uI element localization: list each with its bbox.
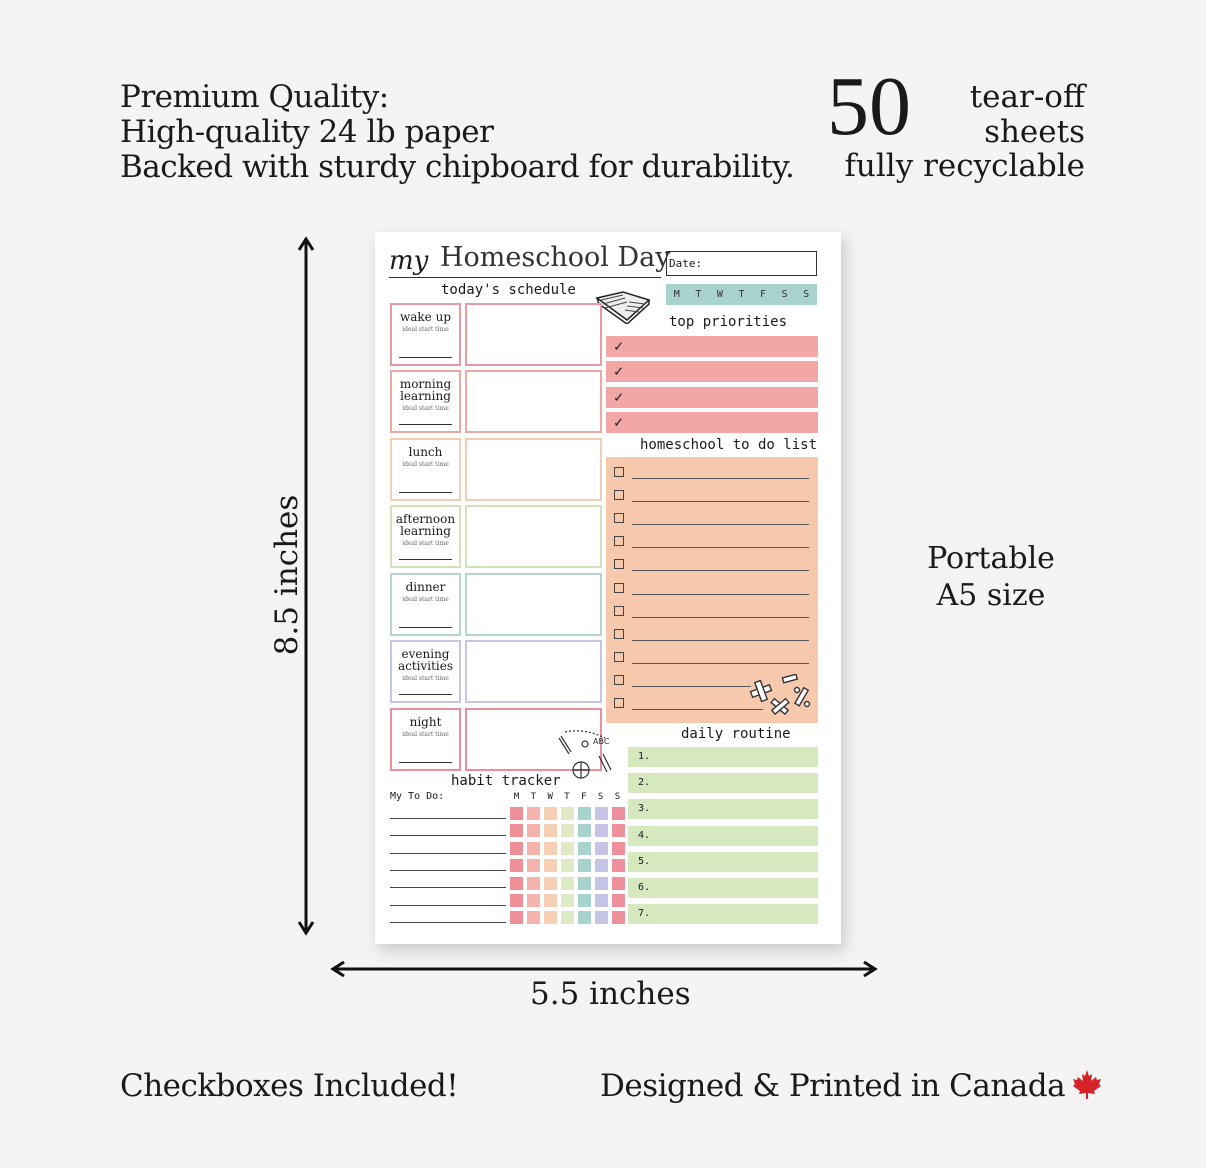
time-write-line (399, 559, 452, 560)
habit-cell (578, 911, 591, 924)
routine-row: 6. (628, 878, 818, 898)
priority-row: ✓ (606, 412, 818, 433)
schedule-slot-box (465, 438, 602, 501)
checkbox (614, 583, 624, 593)
habit-cell (612, 894, 625, 907)
checkbox (614, 652, 624, 662)
checkboxes-label: Checkboxes Included! (120, 1068, 459, 1104)
todo-line (632, 663, 809, 664)
habit-cell (612, 877, 625, 890)
habit-cell (561, 894, 574, 907)
routine-title: daily routine (681, 726, 791, 742)
my-todo-title: My To Do: (390, 791, 445, 802)
habit-day-label: T (564, 792, 570, 802)
habit-cell (527, 859, 540, 872)
habit-cell (561, 807, 574, 820)
slot-label-line-2: activities (397, 659, 454, 673)
todo-row (614, 604, 809, 618)
todo-list-title: homeschool to do list (640, 437, 818, 453)
habit-cell (612, 824, 625, 837)
date-field: Date: (666, 251, 817, 276)
habit-grid (510, 807, 625, 924)
schedule-slot-box (465, 640, 602, 703)
ideal-start-time-label: ideal start time (402, 731, 449, 738)
checkbox (614, 675, 624, 685)
canada-label (600, 1068, 1103, 1104)
week-day-label: T (695, 289, 702, 300)
habit-cell (510, 824, 523, 837)
todo-line (632, 686, 751, 687)
schedule-slot-label (390, 438, 461, 501)
slot-label-line-1: evening (401, 647, 450, 661)
todo-row (614, 627, 809, 641)
time-write-line (399, 492, 452, 493)
habit-cell (510, 842, 523, 855)
schedule-slot-label (390, 573, 461, 636)
habit-cell (595, 807, 608, 820)
sheet-label-line-2: sheets (984, 114, 1085, 150)
slot-label-line-2: learning (400, 524, 451, 538)
priority-row: ✓ (606, 361, 818, 382)
habit-day-label: S (614, 792, 621, 802)
routine-row: 5. (628, 852, 818, 872)
my-todo-line (390, 922, 506, 923)
habit-cell (595, 877, 608, 890)
habit-cell (544, 859, 557, 872)
habit-cell (578, 894, 591, 907)
slot-label-line-1: lunch (408, 445, 443, 459)
sheet-label-line-1: tear-off (969, 79, 1085, 115)
feature-line-3: Backed with sturdy chipboard for durability. (120, 149, 795, 185)
math-symbols-icon (747, 674, 817, 720)
habit-cell (578, 842, 591, 855)
habit-cell (578, 807, 591, 820)
checkbox (614, 559, 624, 569)
habit-cell (510, 877, 523, 890)
schedule-slot-label (390, 370, 461, 433)
schedule-slot-box (465, 573, 602, 636)
habit-cell (544, 911, 557, 924)
schedule-slot-box (465, 505, 602, 568)
routine-row: 3. (628, 799, 818, 819)
habit-cell (561, 842, 574, 855)
habit-cell (578, 877, 591, 890)
slot-label-line-1: morning (399, 377, 452, 391)
habit-cell (527, 824, 540, 837)
habit-cell (561, 859, 574, 872)
todo-row (614, 488, 809, 502)
checkbox (614, 536, 624, 546)
habit-cell (578, 824, 591, 837)
habit-cell (527, 894, 540, 907)
checkbox (614, 629, 624, 639)
habit-cell (595, 859, 608, 872)
feature-line-1: Premium Quality: (120, 79, 389, 115)
slot-label-line-1: dinner (405, 580, 446, 594)
ideal-start-time-label: ideal start time (402, 405, 449, 412)
week-day-label: S (803, 289, 810, 300)
habit-cell (544, 824, 557, 837)
planner-title-my: my (389, 246, 429, 276)
habit-day-label: F (581, 792, 587, 802)
habit-cell (561, 824, 574, 837)
schedule-slot-label (390, 505, 461, 568)
routine-row: 4. (628, 826, 818, 846)
sheets-info (825, 62, 1085, 192)
schedule-title: today's schedule (441, 282, 576, 298)
week-days-bar (666, 284, 817, 305)
title-underline (389, 277, 661, 278)
my-todo-line (390, 887, 506, 888)
todo-line (632, 501, 809, 502)
canada-text: Designed & Printed in Canada (600, 1068, 1066, 1104)
svg-text:ABC: ABC (593, 737, 610, 746)
slot-label-line-1: wake up (399, 310, 452, 324)
habit-day-label: M (513, 792, 520, 802)
time-write-line (399, 694, 452, 695)
priority-row: ✓ (606, 336, 818, 357)
routine-row: 7. (628, 904, 818, 924)
time-write-line (399, 627, 452, 628)
habit-day-label: T (530, 792, 537, 802)
time-write-line (399, 357, 452, 358)
priority-row: ✓ (606, 387, 818, 408)
schedule-slot-box (465, 370, 602, 433)
features-text (120, 80, 794, 185)
week-day-label: S (781, 289, 788, 300)
todo-row (614, 557, 809, 571)
habit-cell (527, 877, 540, 890)
time-write-line (399, 762, 452, 763)
checkbox (614, 467, 624, 477)
habit-cell (510, 859, 523, 872)
planner-title: Homeschool Day (440, 242, 671, 273)
habit-cell (578, 859, 591, 872)
todo-line (632, 709, 763, 710)
habit-day-label: S (597, 792, 604, 802)
my-todo-line (390, 835, 506, 836)
week-day-label: W (716, 289, 723, 300)
portable-line-1: Portable (927, 541, 1055, 576)
open-book-icon (593, 286, 653, 324)
todo-line (632, 478, 809, 479)
height-label: 8.5 inches (269, 494, 305, 656)
routine-row: 2. (628, 773, 818, 793)
habit-cell (544, 807, 557, 820)
my-todo-line (390, 853, 506, 854)
habit-cell (561, 877, 574, 890)
week-day-label: M (673, 289, 680, 300)
week-day-label: T (738, 289, 745, 300)
habit-cell (510, 894, 523, 907)
checkbox (614, 606, 624, 616)
habit-cell (612, 842, 625, 855)
habit-cell (527, 807, 540, 820)
habit-cell (612, 807, 625, 820)
ideal-start-time-label: ideal start time (402, 540, 449, 547)
week-day-label: F (760, 289, 767, 300)
recyclable-label: fully recyclable (844, 148, 1085, 184)
habit-cell (595, 842, 608, 855)
habit-day-label: W (547, 792, 553, 802)
portable-label (905, 540, 1077, 614)
todo-row (614, 581, 809, 595)
schedule-slot-label (390, 303, 461, 366)
todo-row (614, 465, 809, 479)
habit-cell (510, 807, 523, 820)
habit-cell (527, 911, 540, 924)
checkbox (614, 513, 624, 523)
sheet-label (970, 80, 1085, 150)
todo-row (614, 511, 809, 525)
habit-cell (544, 894, 557, 907)
ideal-start-time-label: ideal start time (402, 675, 449, 682)
habit-cell (612, 859, 625, 872)
todo-line (632, 524, 809, 525)
todo-row (614, 534, 809, 548)
ideal-start-time-label: ideal start time (402, 326, 449, 333)
todo-line (632, 570, 809, 571)
portable-line-2: A5 size (936, 578, 1046, 613)
checkbox (614, 698, 624, 708)
time-write-line (399, 424, 452, 425)
slot-label-line-1: afternoon (395, 512, 456, 526)
my-todo-line (390, 905, 506, 906)
habit-tracker-title: habit tracker (451, 773, 561, 789)
habit-cell (595, 894, 608, 907)
habit-cell (595, 824, 608, 837)
habit-cell (561, 911, 574, 924)
my-todo-line (390, 870, 506, 871)
school-supplies-icon (555, 728, 617, 784)
my-todo-line (390, 818, 506, 819)
todo-line (632, 547, 809, 548)
todo-line (632, 594, 809, 595)
habit-cell (595, 911, 608, 924)
priorities-title: top priorities (669, 314, 788, 330)
slot-label-line-2: learning (400, 389, 451, 403)
checkbox (614, 490, 624, 500)
habit-cell (527, 842, 540, 855)
feature-line-2: High-quality 24 lb paper (120, 114, 494, 150)
ideal-start-time-label: ideal start time (402, 596, 449, 603)
slot-label-line-1: night (409, 715, 442, 729)
width-label: 5.5 inches (530, 976, 691, 1012)
habit-days (510, 792, 624, 802)
todo-line (632, 617, 809, 618)
sheet-count: 50 (827, 60, 911, 153)
todo-line (632, 640, 809, 641)
ideal-start-time-label: ideal start time (402, 461, 449, 468)
habit-cell (612, 911, 625, 924)
planner-sheet (375, 232, 841, 944)
schedule-slot-box (465, 303, 602, 366)
schedule-slot-label (390, 708, 461, 771)
habit-cell (544, 877, 557, 890)
habit-cell (510, 911, 523, 924)
maple-leaf-icon (1071, 1068, 1103, 1100)
schedule-slot-label (390, 640, 461, 703)
routine-row: 1. (628, 747, 818, 767)
todo-row (614, 650, 809, 664)
habit-cell (544, 842, 557, 855)
